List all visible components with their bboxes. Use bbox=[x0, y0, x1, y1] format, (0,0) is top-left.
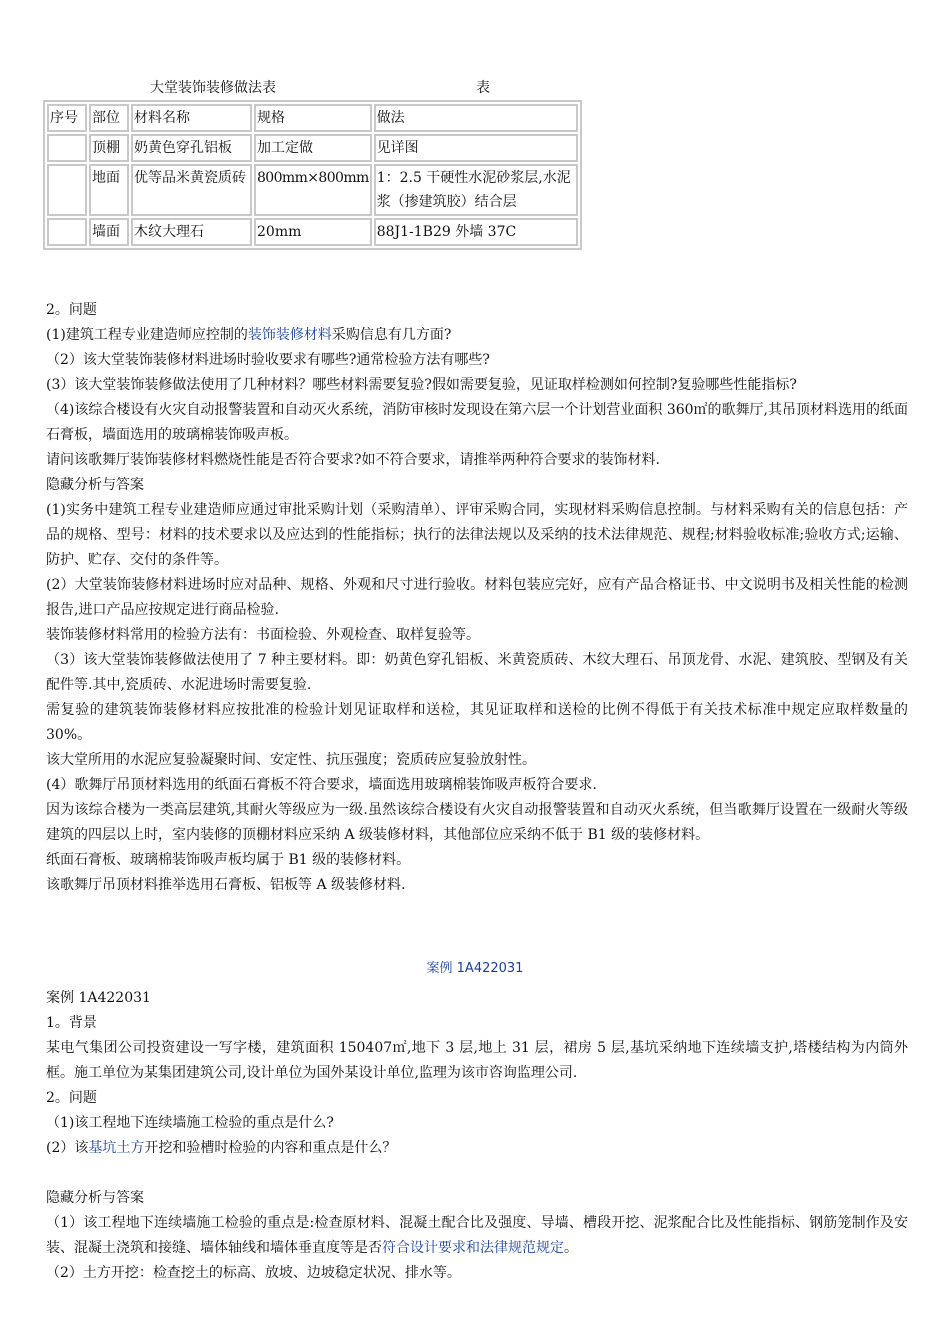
questions-heading: 2。问题 bbox=[46, 1090, 97, 1106]
table-cell bbox=[47, 134, 87, 162]
answer-heading: 隐藏分析与答案 bbox=[46, 1190, 144, 1206]
question-4: （4)该综合楼设有火灾自动报警装置和自动灭火系统，消防审核时发现设在第六层一个计划营业面积 360㎡的歌舞厅,其吊顶材料选用的纸面石膏板，墙面选用的玻璃棉装饰吸声板。 bbox=[46, 402, 908, 443]
table-cell: 1：2.5 干硬性水泥砂浆层,水泥浆（掺建筑胶）结合层 bbox=[374, 164, 578, 216]
blank-line bbox=[46, 1161, 908, 1186]
header-cell: 规格 bbox=[254, 104, 372, 132]
answer-2: (2）大堂装饰装修材料进场时应对品种、规格、外观和尺寸进行验收。材料包装应完好，应有产品合格证书、中文说明书及相关性能的检测报告,进口产品应按规定进行商品检验. bbox=[46, 577, 908, 618]
case1-body bbox=[46, 298, 908, 898]
header-cell: 序号 bbox=[47, 104, 87, 132]
background-text: 某电气集团公司投资建设一写字楼，建筑面积 150407㎡,地下 3 层,地上 31 层，裙房 5 层,基坑采纳地下连续墙支护,塔楼结构为内筒外框。施工单位为某集团建筑公司,设计单位为国外某设计单位,监理为该市咨询监理公司. bbox=[46, 1040, 908, 1081]
answer-3c: 该大堂所用的水泥应复验凝聚时间、安定性、抗压强度；瓷质砖应复验放射性。 bbox=[46, 752, 536, 768]
answer-1: （1）该工程地下连续墙施工检验的重点是:检查原材料、混凝土配合比及强度、导墙、槽段开挖、泥浆配合比及性能指标、钢筋笼制作及安装、混凝土浇筑和接缝、墙体轴线和墙体垂直度等是否符合设计要求和法律规范规定。 bbox=[46, 1215, 908, 1256]
answer-2: （2）土方开挖：检查挖土的标高、放坡、边坡稳定状况、排水等。 bbox=[46, 1265, 461, 1281]
question-3: (3）该大堂装饰装修做法使用了几种材料？哪些材料需要复验?假如需要复验，见证取样检测如何控制?复验哪些性能指标? bbox=[46, 377, 797, 393]
table-cell: 木纹大理石 bbox=[131, 218, 252, 246]
materials-link[interactable]: 装饰装修材料 bbox=[247, 327, 332, 343]
answer-3b: 需复验的建筑装饰装修材料应按批准的检验计划见证取样和送检，其见证取样和送检的比例不得低于有关技术标准中规定应取样数量的 30%。 bbox=[46, 702, 908, 743]
table-number: 表 bbox=[476, 80, 490, 96]
table-cell: 见详图 bbox=[374, 134, 578, 162]
table-cell bbox=[47, 218, 87, 246]
question-1: (1)建筑工程专业建造师应控制的装饰装修材料采购信息有几方面? bbox=[46, 327, 452, 343]
table-cell: 地面 bbox=[89, 164, 129, 216]
table-cell: 优等品米黄瓷质砖 bbox=[131, 164, 252, 216]
table-cell: 88J1-1B29 外墙 37C bbox=[374, 218, 578, 246]
answer-heading: 隐藏分析与答案 bbox=[46, 477, 144, 493]
table-row bbox=[47, 134, 578, 162]
question-2: （2）该大堂装饰装修材料进场时验收要求有哪些?通常检验方法有哪些? bbox=[46, 352, 490, 368]
answer-4c: 纸面石膏板、玻璃棉装饰吸声板均属于 B1 级的装修材料。 bbox=[46, 852, 411, 868]
header-cell: 部位 bbox=[89, 104, 129, 132]
table-title: 大堂装饰装修做法表 bbox=[150, 80, 276, 96]
answer-3: （3）该大堂装饰装修做法使用了 7 种主要材料。即：奶黄色穿孔铝板、米黄瓷质砖、木纹大理石、吊顶龙骨、水泥、建筑胶、型钢及有关配件等.其中,瓷质砖、水泥进场时需要复验. bbox=[46, 652, 908, 693]
background-heading: 1。背景 bbox=[46, 1015, 97, 1031]
table-cell: 20mm bbox=[254, 218, 372, 246]
table-cell: 800mm×800mm bbox=[254, 164, 372, 216]
table-cell: 顶棚 bbox=[89, 134, 129, 162]
question-1: （1)该工程地下连续墙施工检验的重点是什么? bbox=[46, 1115, 334, 1131]
questions-heading: 2。问题 bbox=[46, 302, 97, 318]
decoration-table bbox=[43, 100, 582, 250]
table-header-row bbox=[47, 104, 578, 132]
table-row bbox=[47, 164, 578, 216]
standards-link[interactable]: 符合设计要求和法律规范规定 bbox=[382, 1240, 564, 1256]
table-caption bbox=[46, 76, 566, 98]
question-4b: 请问该歌舞厅装饰装修材料燃烧性能是否符合要求?如不符合要求，请推举两种符合要求的装饰材料. bbox=[46, 452, 660, 468]
foundation-pit-link[interactable]: 基坑土方 bbox=[88, 1140, 145, 1156]
answer-1: (1)实务中建筑工程专业建造师应通过审批采购计划（采购清单）、评审采购合同，实现材料采购信息控制。与材料采购有关的信息包括：产品的规格、型号：材料的技术要求以及应达到的性能指标；执行的法律法规以及采纳的技术法律规范、规程;材料验收标准;验收方式;运输、防护、贮存、交付的条件等。 bbox=[46, 502, 908, 568]
header-cell: 材料名称 bbox=[131, 104, 252, 132]
case-title: 案例 1A422031 bbox=[46, 990, 151, 1006]
table-cell: 墙面 bbox=[89, 218, 129, 246]
table-cell: 奶黄色穿孔铝板 bbox=[131, 134, 252, 162]
table-cell: 加工定做 bbox=[254, 134, 372, 162]
table-cell bbox=[47, 164, 87, 216]
answer-4b: 因为该综合楼为一类高层建筑,其耐火等级应为一级.虽然该综合楼设有火灾自动报警装置和自动灭火系统，但当歌舞厅设置在一级耐火等级建筑的四层以上时，室内装修的顶棚材料应采纳 A 级装修材料，其他部位应采纳不低于 B1 级的装修材料。 bbox=[46, 802, 908, 843]
answer-4d: 该歌舞厅吊顶材料推举选用石膏板、铝板等 A 级装修材料. bbox=[46, 877, 406, 893]
question-2: (2）该基坑土方开挖和验槽时检验的内容和重点是什么？ bbox=[46, 1140, 397, 1156]
table-row bbox=[47, 218, 578, 246]
answer-2b: 装饰装修材料常用的检验方法有：书面检验、外观检查、取样复验等。 bbox=[46, 627, 480, 643]
case2-body bbox=[46, 986, 908, 1286]
answer-4: (4）歌舞厅吊顶材料选用的纸面石膏板不符合要求，墙面选用玻璃棉装饰吸声板符合要求. bbox=[46, 777, 597, 793]
case-center-title[interactable]: 案例 1A422031 bbox=[426, 961, 524, 976]
header-cell: 做法 bbox=[374, 104, 578, 132]
